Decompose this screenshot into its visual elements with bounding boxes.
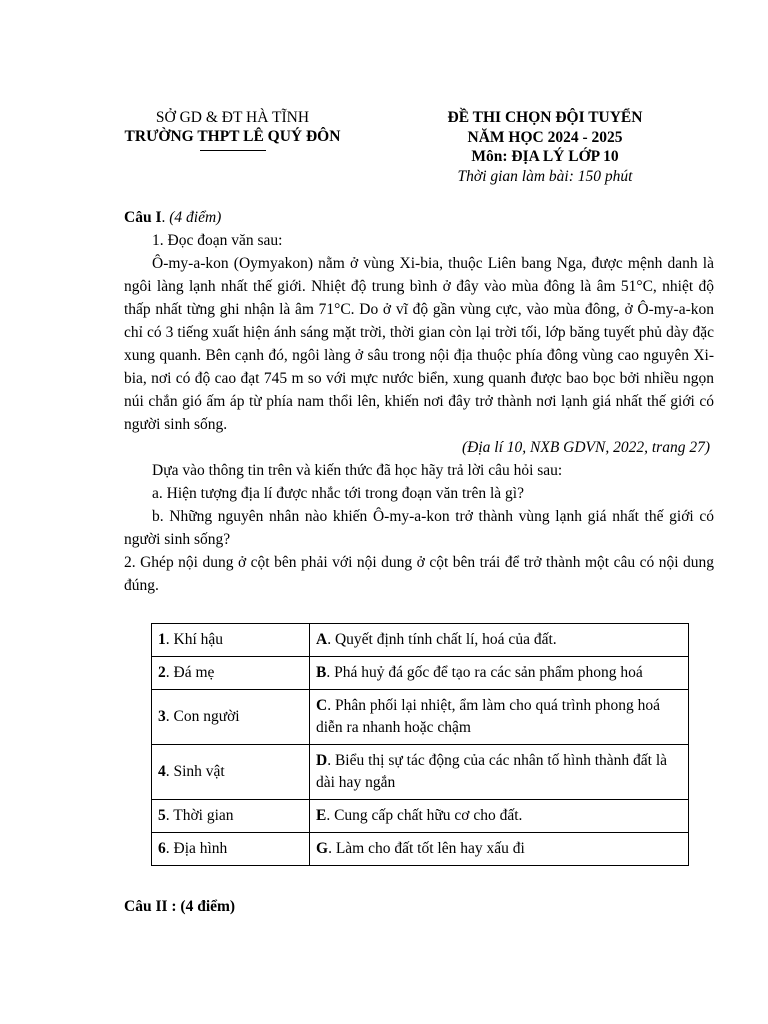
right-cell: G. Làm cho đất tốt lên hay xấu đi	[310, 833, 689, 866]
question-1-title: Câu I	[124, 209, 162, 226]
question-prompt: Dựa vào thông tin trên và kiến thức đã học hãy trả lời câu hỏi sau:	[152, 462, 563, 479]
left-cell: 3. Con người	[152, 690, 310, 745]
sub-question-a: a. Hiện tượng địa lí được nhắc tới trong đoạn văn trên là gì?	[152, 485, 524, 502]
left-cell: 4. Sinh vật	[152, 745, 310, 800]
question-1-heading: Câu I. (4 điểm)	[124, 209, 222, 226]
table-row	[152, 833, 689, 866]
table-row	[152, 624, 689, 657]
subject-label: Môn	[471, 148, 503, 165]
left-cell: 5. Thời gian	[152, 800, 310, 833]
subject-line: Môn: ĐỊA LÝ LỚP 10	[471, 148, 619, 165]
reading-passage: Ô-my-a-kon (Oymyakon) nằm ở vùng Xi-bia, thuộc Liên bang Nga, được mệnh danh là ngôi làng lạnh nhất thế giới. Nhiệt độ trung bình ở đây vào mùa đông là âm 51°C, nhiệt độ thấp nhất từng ghi nhận là âm 71°C. Do ở vĩ độ gần vùng cực, vào mùa đông, ở Ô-my-a-kon chỉ có 3 tiếng xuất hiện ánh sáng mặt trời, thời gian còn lại trời tối, lớp băng tuyết phủ dày đặc xung quanh. Bên cạnh đó, ngôi làng ở sâu trong nội địa thuộc phía đông vùng cao nguyên Xi-bia, nơi có độ cao đạt 745 m so với mực nước biển, xung quanh được bao bọc bởi nhiều ngọn núi chắn gió ấm áp từ phía nam thổi lên, khiến nơi đây trở thành nơi lạnh giá nhất thế giới có người sinh sống.	[124, 255, 714, 433]
right-cell: E. Cung cấp chất hữu cơ cho đất.	[310, 800, 689, 833]
item-1-instruction: 1. Đọc đoạn văn sau:	[152, 232, 283, 249]
school-header	[110, 108, 355, 151]
right-cell: A. Quyết định tính chất lí, hoá của đất.	[310, 624, 689, 657]
item-2-instruction: 2. Ghép nội dung ở cột bên phải với nội dung ở cột bên trái để trở thành một câu có nội dung đúng.	[124, 554, 714, 594]
header-underline	[200, 150, 266, 151]
table-row	[152, 657, 689, 690]
subject-value: ĐỊA LÝ LỚP 10	[511, 148, 619, 165]
exam-time: Thời gian làm bài: 150 phút	[457, 167, 633, 185]
school-year: NĂM HỌC 2024 - 2025	[467, 128, 623, 146]
table-row	[152, 745, 689, 800]
sub-question-b: b. Những nguyên nhân nào khiến Ô-my-a-kon trở thành vùng lạnh giá nhất thế giới có người sinh sống?	[124, 508, 714, 548]
table-row	[152, 800, 689, 833]
right-cell: D. Biểu thị sự tác động của các nhân tố hình thành đất là dài hay ngắn	[310, 745, 689, 800]
matching-table	[151, 623, 689, 866]
school-name: TRƯỜNG THPT LÊ QUÝ ĐÔN	[124, 128, 341, 145]
right-cell: C. Phân phối lại nhiệt, ẩm làm cho quá trình phong hoá diễn ra nhanh hoặc chậm	[310, 690, 689, 745]
question-2-title: Câu II : (4 điểm)	[124, 898, 236, 915]
left-cell: 1. Khí hậu	[152, 624, 310, 657]
department-name: SỞ GD & ĐT HÀ TĨNH	[155, 109, 310, 126]
question-1-points: (4 điểm)	[169, 209, 222, 226]
table-row	[152, 690, 689, 745]
exam-title: ĐỀ THI CHỌN ĐỘI TUYỂN	[447, 109, 643, 126]
passage-source: (Địa lí 10, NXB GDVN, 2022, trang 27)	[462, 439, 710, 456]
exam-header	[414, 108, 676, 186]
right-cell: B. Phá huỷ đá gốc để tạo ra các sản phẩm phong hoá	[310, 657, 689, 690]
left-cell: 2. Đá mẹ	[152, 657, 310, 690]
left-cell: 6. Địa hình	[152, 833, 310, 866]
question-1	[124, 206, 714, 597]
